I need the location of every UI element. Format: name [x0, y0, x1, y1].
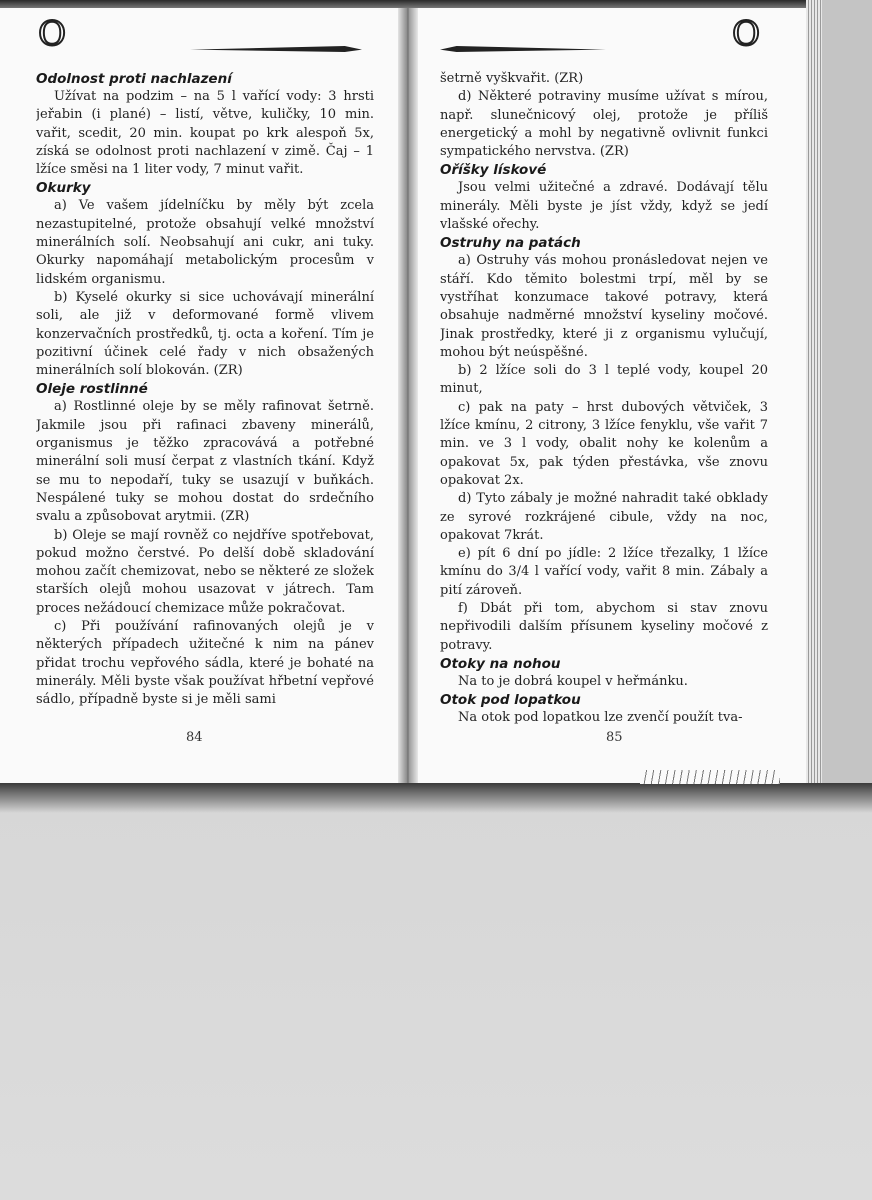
entry-heading: Oleje rostlinné — [36, 381, 148, 398]
entry-paragraph: d) Tyto zábaly je možné nahradit také obklady ze syrové rozkrájené cibule, vždy na noc, opakovat 7krát. — [440, 491, 768, 543]
entry-paragraph: a) Rostlinné oleje by se měly rafinovat šetrně. Jakmile jsou při rafinaci zbaveny minerálů, organismus je těžko zpracovává a potřebné minerální soli musí čerpat z vlastních tkání. Když se mu to nepodaří, tuky se usazují v buňkách. Nespálené tuky se mohou dostat do srdečního svalu a způsobovat arytmii. (ZR) — [36, 399, 374, 525]
entry-paragraph: Na to je dobrá koupel v heřmánku. — [458, 673, 688, 689]
entry-paragraph: c) Při používání rafinovaných olejů je v některých případech užitečné k nim na pánev přidat trochu vepřového sádla, které je bohaté na minerály. Měli byste však používat hřbetní vepřové sádlo, případně byste si je měli sami — [36, 619, 374, 708]
entry-paragraph: Na otok pod lopatkou lze zvenčí použít tva- — [458, 710, 743, 726]
left-page — [0, 8, 404, 784]
entry-paragraph: b) 2 lžíce soli do 3 l teplé vody, koupel 20 minut, — [440, 363, 768, 397]
entry-paragraph: f) Dbát při tom, abychom si stav znovu nepřivodili dalším přísunem kyseliny močové z potravy. — [440, 601, 768, 653]
entry-paragraph: a) Ostruhy vás mohou pronásledovat nejen ve stáří. Kdo těmito bolestmi trpí, měl by se vystříhat konzumace takové potravy, která obsahuje nadměrné množství kyseliny močové. Jinak prostředky, které ji z organismu vylučují, mohou být neúspěšné. — [440, 253, 768, 360]
entry-paragraph: e) pít 6 dní po jídle: 2 lžíce třezalky, 1 lžíce kmínu do 3/4 l vařící vody, vařit 8 min. Zábaly a pití zároveň. — [440, 546, 768, 598]
left-page-text — [36, 70, 374, 730]
section-letter-right: O — [732, 14, 760, 54]
entry-heading: Otok pod lopatkou — [440, 692, 581, 709]
section-letter-left: O — [38, 14, 66, 54]
right-page-text — [440, 70, 768, 730]
book-gutter — [398, 8, 418, 784]
entry-heading: Ostruhy na patách — [440, 235, 581, 252]
entry-paragraph: b) Kyselé okurky si sice uchovávají minerální soli, ale již v deformované formě vlivem konzervačních prostředků, tj. octa a koření. Tím je pozitivní účinek celé řady v nich obsažených minerálních solí blokován. (ZR) — [36, 289, 374, 379]
entry-heading: Otoky na nohou — [440, 655, 561, 672]
entry-paragraph: c) pak na paty – hrst dubových větviček, 3 lžíce kmínu, 2 citrony, 3 lžíce fenyklu, vše vařit 7 min. ve 3 l vody, obalit nohy ke kolenům a opakovat 5x, pak týden přestávka, vše znovu opakovat 2x. — [440, 399, 768, 488]
entry-heading: Oříšky lískové — [440, 162, 547, 179]
page-stack-edge — [806, 0, 822, 790]
right-page — [410, 8, 806, 784]
page-number-left: 84 — [186, 730, 203, 745]
page-number-right: 85 — [606, 730, 623, 745]
page-corner-edges — [640, 770, 780, 784]
entry-paragraph: Jsou velmi užitečné a zdravé. Dodávají tělu minerály. Měli byste je jíst vždy, když se jedí vlašské ořechy. — [440, 180, 768, 233]
continued-paragraph: šetrně vyškvařit. (ZR) — [440, 71, 584, 86]
entry-paragraph: b) Oleje se mají rovněž co nejdříve spotřebovat, pokud možno čerstvé. Po delší době skladování mohou začít chemizovat, nebo se některé ze složek starších olejů mohou usazovat v játrech. Tam proces nežádoucí chemizace může pokračovat. — [36, 527, 374, 616]
entry-heading: Odolnost proti nachlazení — [36, 71, 232, 87]
entry-paragraph: Užívat na podzim – na 5 l vařící vody: 3 hrsti jeřabin (i plané) – listí, větve, kuličky, 10 min. vařit, scedit, 20 min. koupat po krk alespoň 5x, získá se odolnost proti nachlazení v zimě. Čaj – 1 lžíce směsi na 1 liter vody, 7 minut vařit. — [36, 89, 374, 178]
entry-heading: Okurky — [36, 180, 91, 197]
book-bottom-shadow — [0, 783, 872, 813]
entry-paragraph: d) Některé potraviny musíme užívat s mírou, např. slunečnicový olej, protože je příliš energetický a mohl by negativně ovlivnit funkci sympatického nervstva. (ZR) — [440, 89, 768, 160]
entry-paragraph: a) Ve vašem jídelníčku by měly být zcela nezastupitelné, protože obsahují velké množství minerálních solí. Neobsahují ani cukr, ani tuky. Okurky napomáhají metabolickým procesům v lidském organismu. — [36, 198, 374, 287]
scanner-margin — [822, 0, 872, 800]
